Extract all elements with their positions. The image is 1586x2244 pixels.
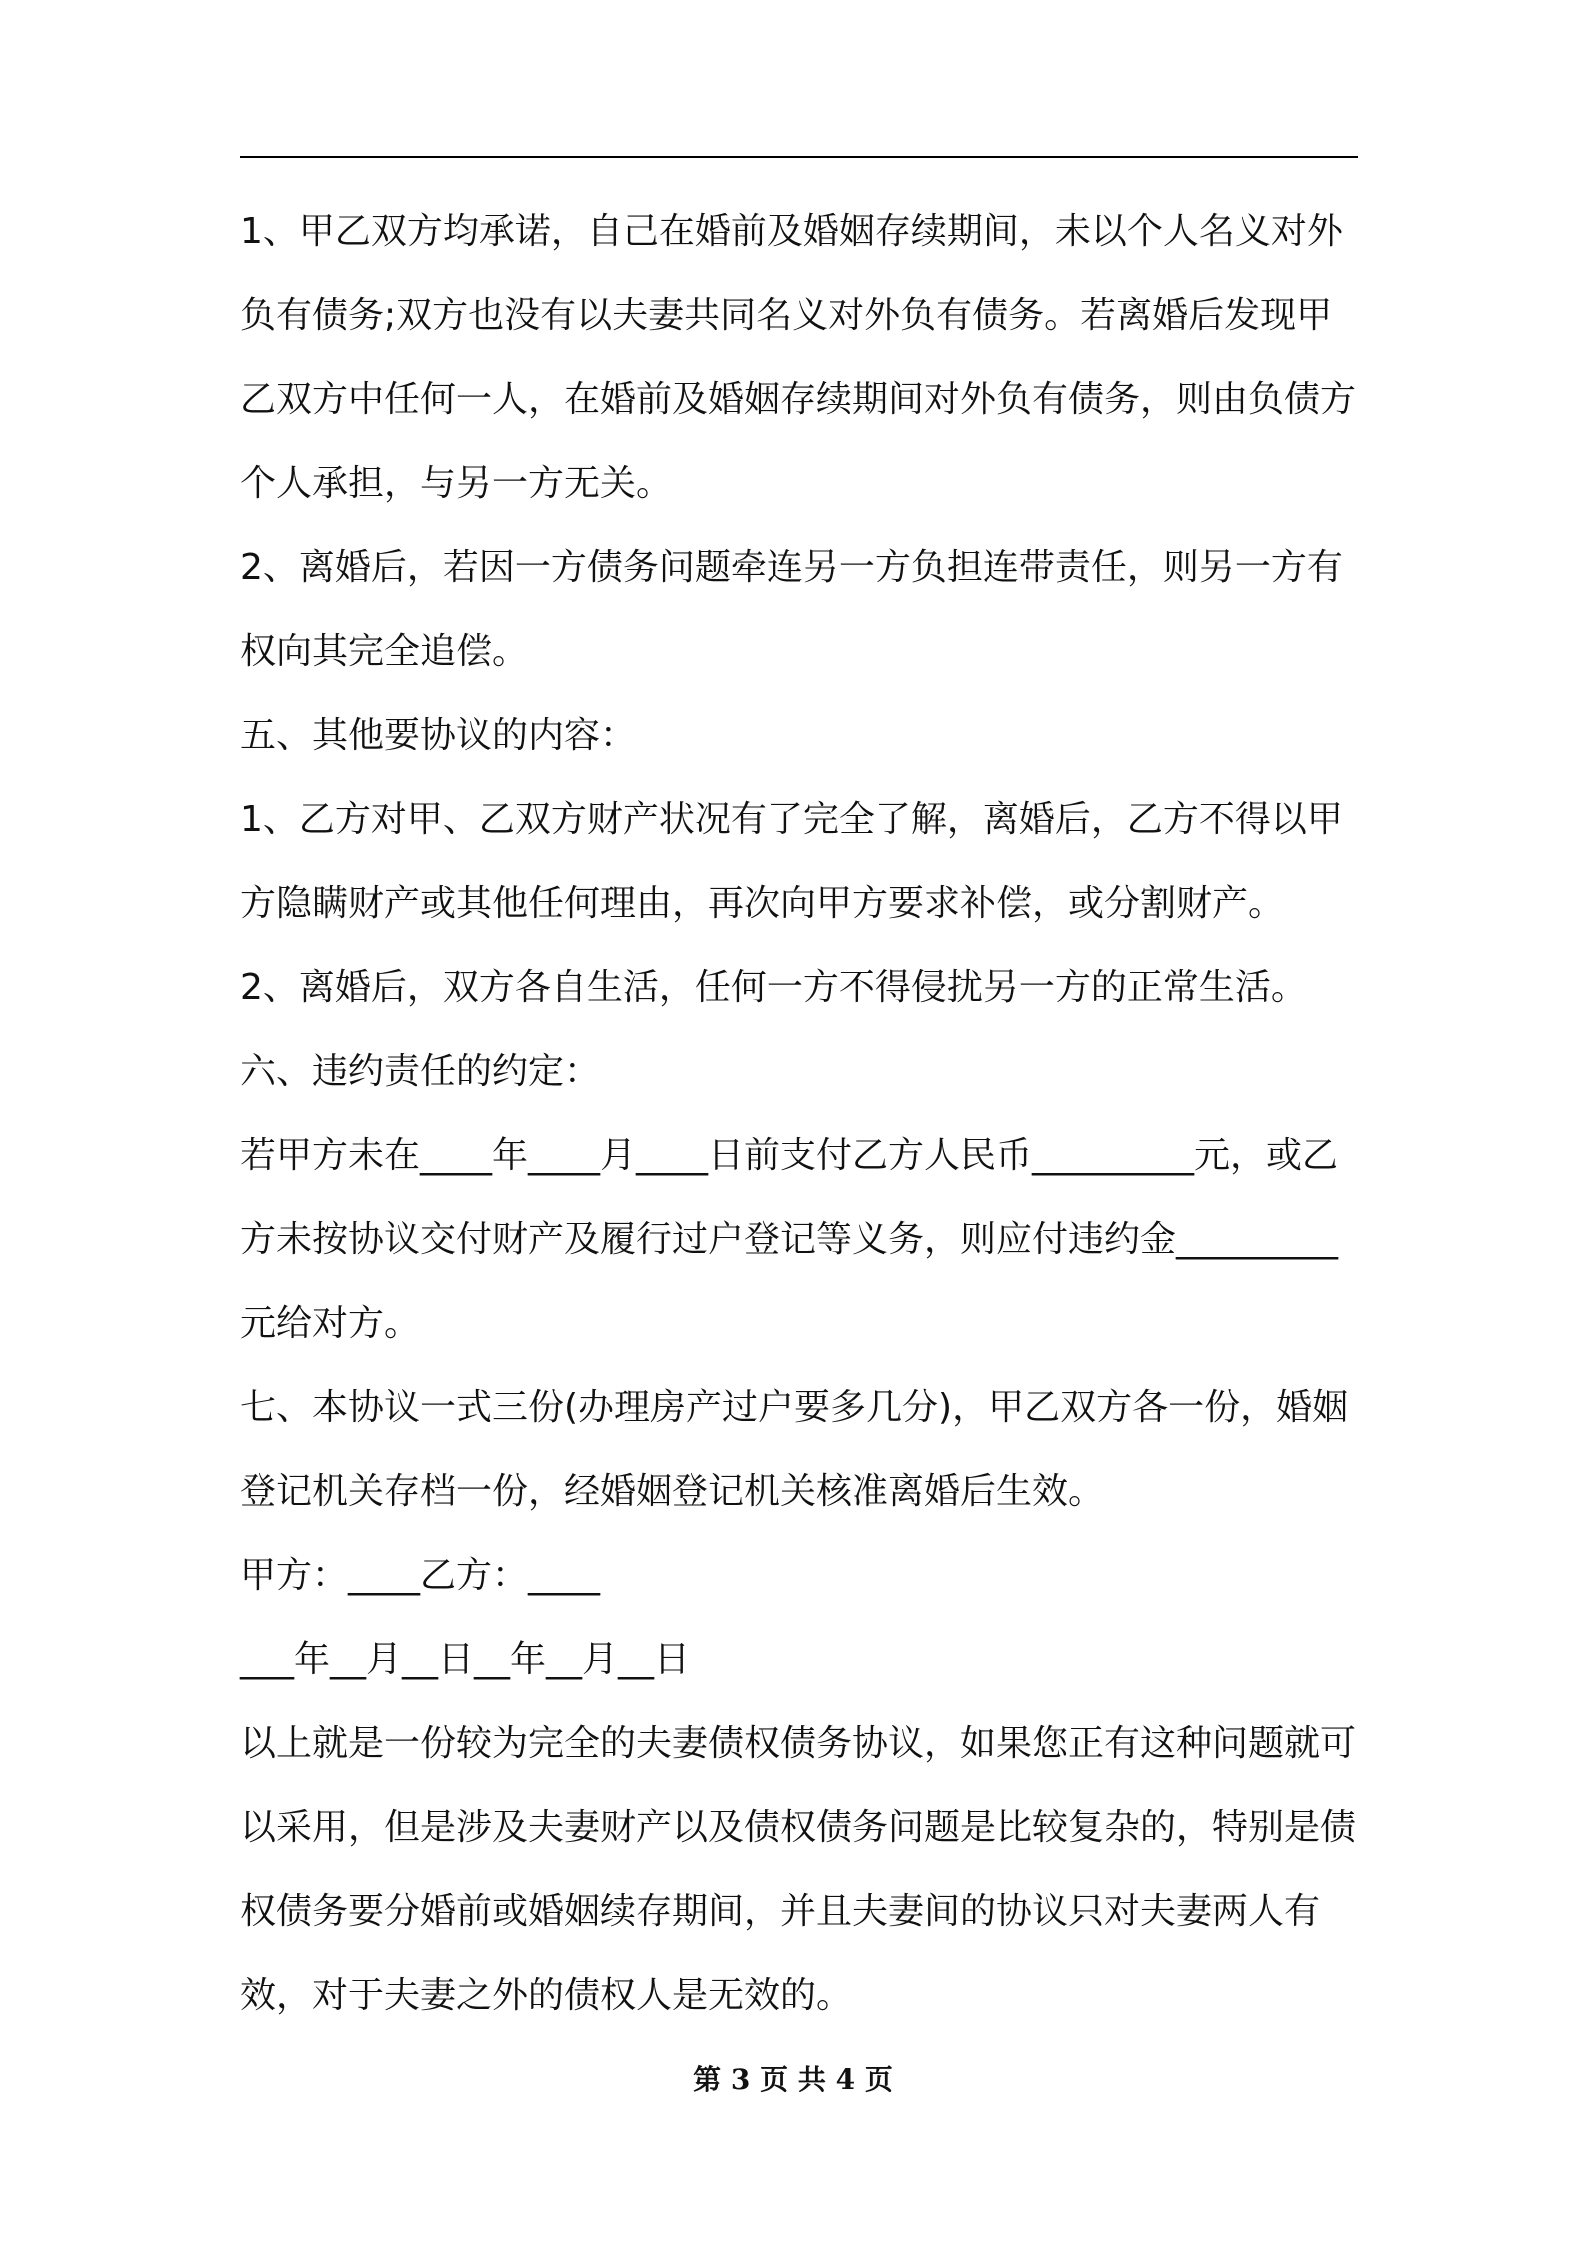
- clause-breach-penalty: 若甲方未在____年____月____日前支付乙方人民币_________元，或乙方未按协议交付财产及履行过户登记等义务，则应付违约金_________元给对方。: [240, 1135, 1339, 1344]
- clause-debt-commitment: 1、甲乙双方均承诺，自己在婚前及婚姻存续期间，未以个人名义对外负有债务;双方也没有以夫妻共同名义对外负有债务。若离婚后发现甲乙双方中任何一人，在婚前及婚姻存续期间对外负有债务，则由负债方个人承担，与另一方无关。: [240, 211, 1357, 504]
- clause-copies: 七、本协议一式三份(办理房产过户要多几分)，甲乙双方各一份，婚姻登记机关存档一份，经婚姻登记机关核准离婚后生效。: [240, 1387, 1349, 1512]
- date-line: ___年__月__日__年__月__日: [240, 1639, 691, 1680]
- header-rule: [240, 156, 1358, 158]
- document-body: [240, 190, 1358, 2038]
- closing-note: 以上就是一份较为完全的夫妻债权债务协议，如果您正有这种问题就可以采用，但是涉及夫妻财产以及债权债务问题是比较复杂的，特别是债权债务要分婚前或婚姻续存期间，并且夫妻间的协议只对夫妻两人有效，对于夫妻之外的债权人是无效的。: [240, 1723, 1357, 2016]
- section-heading-other-terms: 五、其他要协议的内容：: [240, 715, 637, 756]
- clause-separate-lives: 2、离婚后，双方各自生活，任何一方不得侵扰另一方的正常生活。: [240, 967, 1307, 1008]
- section-heading-breach: 六、违约责任的约定：: [240, 1051, 601, 1092]
- signature-line: 甲方：____乙方：____: [240, 1555, 601, 1596]
- clause-debt-recourse: 2、离婚后，若因一方债务问题牵连另一方负担连带责任，则另一方有权向其完全追偿。: [240, 547, 1343, 672]
- clause-property-knowledge: 1、乙方对甲、乙双方财产状况有了完全了解，离婚后，乙方不得以甲方隐瞒财产或其他任何理由，再次向甲方要求补偿，或分割财产。: [240, 799, 1343, 924]
- page-footer: 第 3 页 共 4 页: [693, 2063, 893, 2096]
